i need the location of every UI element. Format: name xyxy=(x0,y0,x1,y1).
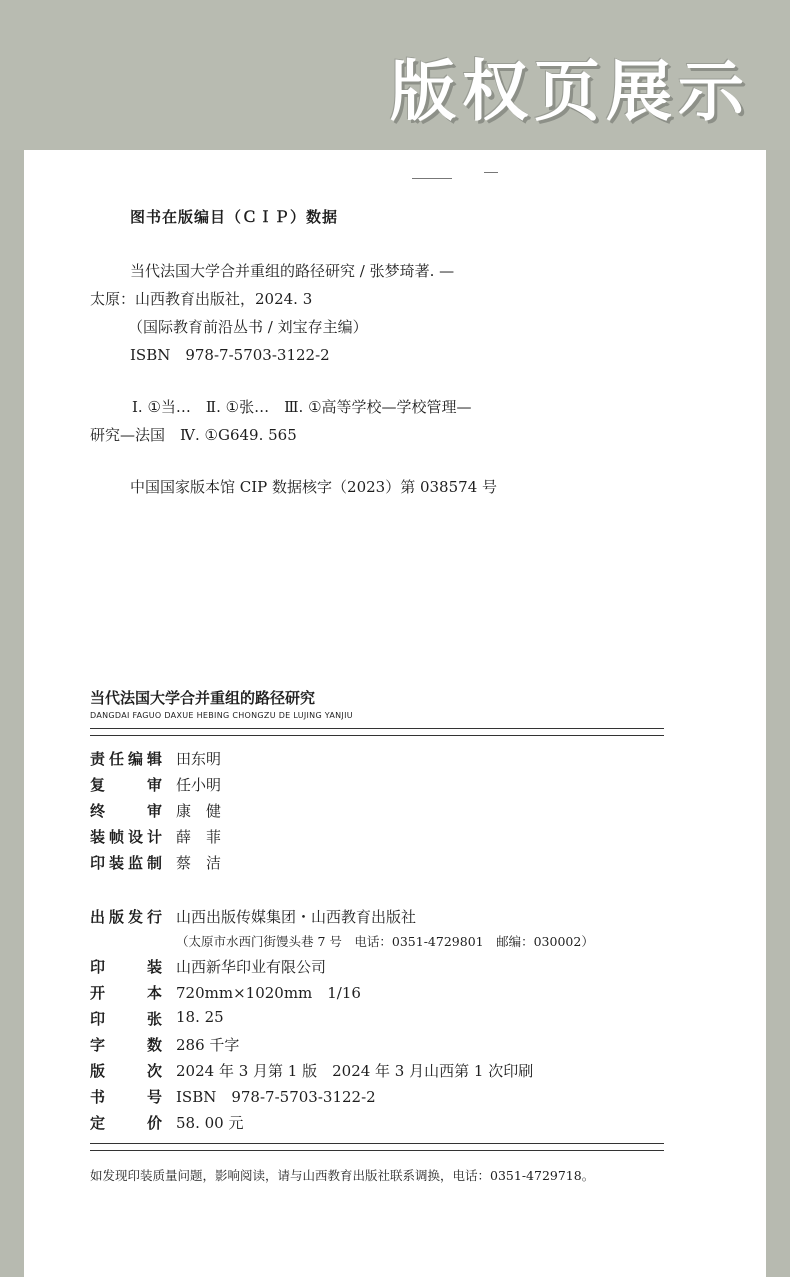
publisher-value: 山西出版传媒集团・山西教育出版社 xyxy=(176,908,417,926)
double-rule xyxy=(90,728,664,736)
spec-value: ISBN 978-7-5703-3122-2 xyxy=(176,1088,376,1106)
cip-line: ISBN 978-7-5703-3122-2 xyxy=(130,346,330,364)
spec-value: 58. 00 元 xyxy=(176,1114,244,1132)
staff-value: 康 健 xyxy=(176,802,222,820)
staff-label: 责任编辑 xyxy=(90,750,162,768)
staff-label: 印装监制 xyxy=(90,854,162,872)
staff-value: 任小明 xyxy=(176,776,222,794)
spec-label: 书号 xyxy=(90,1088,162,1106)
cip-line: 太原：山西教育出版社，2024. 3 xyxy=(90,290,313,308)
spec-label: 印张 xyxy=(90,1010,162,1028)
staff-value: 田东明 xyxy=(176,750,222,768)
spec-value: 18. 25 xyxy=(176,1008,224,1026)
staff-label: 终审 xyxy=(90,802,162,820)
spec-label: 字数 xyxy=(90,1036,162,1054)
copyright-page xyxy=(24,150,766,1277)
publisher-label: 出版发行 xyxy=(90,908,162,926)
publisher-address: （太原市水西门街馒头巷 7 号 电话：0351-4729801 邮编：030002） xyxy=(176,934,594,949)
cip-line: 研究—法国 Ⅳ. ①G649. 565 xyxy=(90,426,297,444)
spec-label: 版次 xyxy=(90,1062,162,1080)
spec-value: 720mm×1020mm 1/16 xyxy=(176,984,361,1002)
book-title: 当代法国大学合并重组的路径研究 xyxy=(90,689,316,707)
scan-speck xyxy=(412,178,452,179)
cip-line: （国际教育前沿丛书 / 刘宝存主编） xyxy=(128,318,368,336)
cip-line: Ⅰ. ①当… Ⅱ. ①张… Ⅲ. ①高等学校—学校管理— xyxy=(132,398,472,416)
staff-value: 薛 菲 xyxy=(176,828,222,846)
scan-speck xyxy=(484,172,498,173)
staff-label: 复审 xyxy=(90,776,162,794)
spec-label: 定价 xyxy=(90,1114,162,1132)
staff-value: 蔡 洁 xyxy=(176,854,222,872)
staff-label: 装帧设计 xyxy=(90,828,162,846)
book-pinyin: DANGDAI FAGUO DAXUE HEBING CHONGZU DE LUJING YANJIU xyxy=(90,711,353,720)
quality-notice: 如发现印装质量问题，影响阅读，请与山西教育出版社联系调换，电话：0351-4729718。 xyxy=(90,1168,595,1183)
spec-label: 开本 xyxy=(90,984,162,1002)
spec-value: 山西新华印业有限公司 xyxy=(176,958,327,976)
cip-line: 当代法国大学合并重组的路径研究 / 张梦琦著. — xyxy=(130,262,455,280)
cip-line: 中国国家版本馆 CIP 数据核字（2023）第 038574 号 xyxy=(130,478,498,496)
spec-value: 286 千字 xyxy=(176,1036,240,1054)
spec-value: 2024 年 3 月第 1 版 2024 年 3 月山西第 1 次印刷 xyxy=(176,1062,534,1080)
spec-label: 印装 xyxy=(90,958,162,976)
cip-heading: 图书在版编目（ＣＩＰ）数据 xyxy=(130,208,339,226)
banner xyxy=(0,0,790,150)
double-rule xyxy=(90,1143,664,1151)
banner-title: 版权页展示 xyxy=(390,53,750,130)
